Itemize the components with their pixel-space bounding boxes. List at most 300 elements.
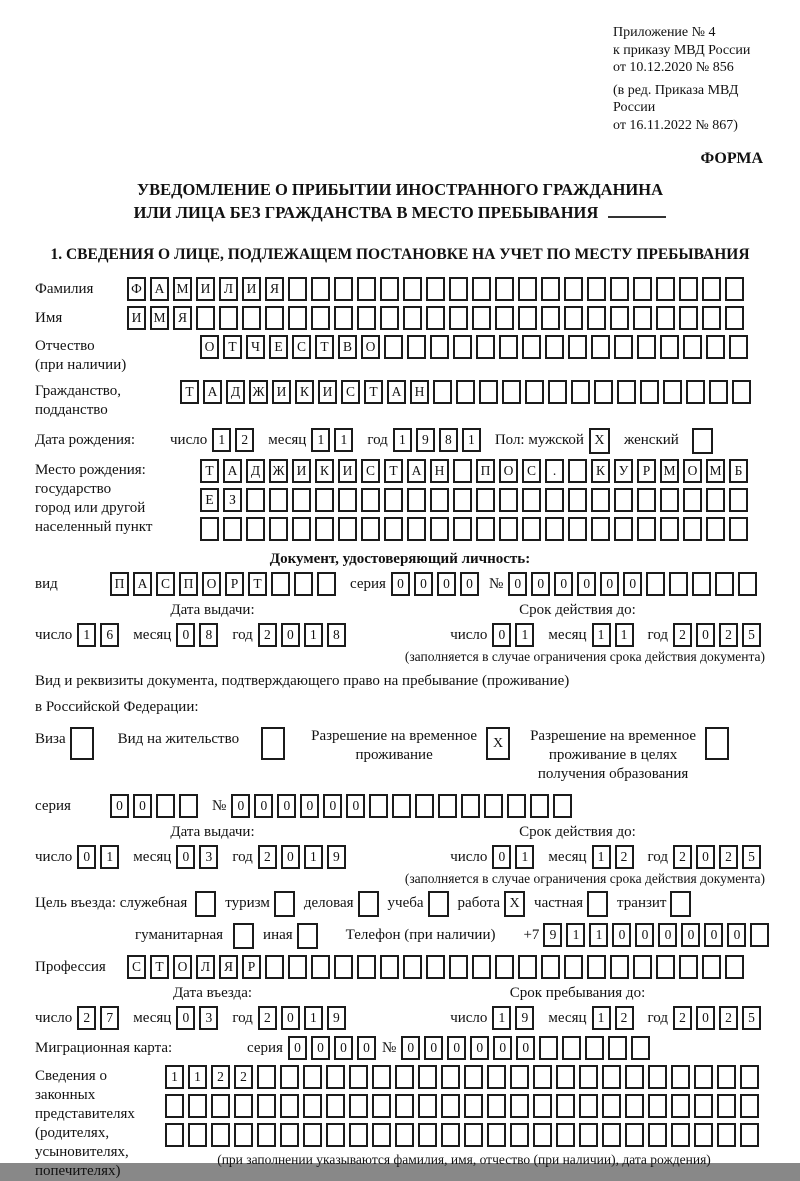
identity-valid-year-cells[interactable] <box>673 623 765 647</box>
char-cell[interactable] <box>246 488 265 512</box>
char-cell[interactable]: 8 <box>327 623 346 647</box>
char-cell[interactable] <box>738 572 757 596</box>
char-cell[interactable] <box>591 488 610 512</box>
char-cell[interactable]: 0 <box>531 572 550 596</box>
char-cell[interactable] <box>380 955 399 979</box>
char-cell[interactable]: 1 <box>492 1006 511 1030</box>
char-cell[interactable]: О <box>200 335 219 359</box>
char-cell[interactable] <box>418 1123 437 1147</box>
char-cell[interactable] <box>280 1123 299 1147</box>
char-cell[interactable] <box>311 955 330 979</box>
char-cell[interactable] <box>449 955 468 979</box>
char-cell[interactable] <box>608 1036 627 1060</box>
char-cell[interactable] <box>614 517 633 541</box>
char-cell[interactable]: 8 <box>199 623 218 647</box>
char-cell[interactable]: С <box>127 955 146 979</box>
char-cell[interactable]: М <box>660 459 679 483</box>
char-cell[interactable] <box>545 517 564 541</box>
char-cell[interactable]: 0 <box>470 1036 489 1060</box>
identity-issue-year-cells[interactable] <box>258 623 350 647</box>
char-cell[interactable] <box>303 1123 322 1147</box>
char-cell[interactable] <box>579 1123 598 1147</box>
char-cell[interactable]: 0 <box>437 572 456 596</box>
char-cell[interactable]: 1 <box>188 1065 207 1089</box>
char-cell[interactable] <box>303 1094 322 1118</box>
birth-year-cells[interactable] <box>393 428 485 452</box>
char-cell[interactable] <box>706 488 725 512</box>
char-cell[interactable] <box>384 335 403 359</box>
char-cell[interactable]: К <box>295 380 314 404</box>
char-cell[interactable] <box>683 517 702 541</box>
char-cell[interactable] <box>311 306 330 330</box>
char-cell[interactable] <box>725 955 744 979</box>
char-cell[interactable]: 2 <box>211 1065 230 1089</box>
char-cell[interactable] <box>656 277 675 301</box>
char-cell[interactable]: 0 <box>612 923 631 947</box>
char-cell[interactable] <box>694 1065 713 1089</box>
char-cell[interactable] <box>633 955 652 979</box>
stay-day-cells[interactable] <box>492 1006 538 1030</box>
char-cell[interactable]: Т <box>200 459 219 483</box>
residence-issue-year-cells[interactable] <box>258 845 350 869</box>
char-cell[interactable] <box>219 306 238 330</box>
char-cell[interactable]: 0 <box>508 572 527 596</box>
entry-month-cells[interactable] <box>176 1006 222 1030</box>
char-cell[interactable] <box>732 380 751 404</box>
char-cell[interactable]: 8 <box>439 428 458 452</box>
migration-card-number-cells[interactable] <box>401 1036 654 1060</box>
char-cell[interactable] <box>499 488 518 512</box>
char-cell[interactable]: 2 <box>673 845 692 869</box>
char-cell[interactable]: С <box>522 459 541 483</box>
residence-valid-day-cells[interactable] <box>492 845 538 869</box>
char-cell[interactable]: К <box>591 459 610 483</box>
purpose-work-checkbox[interactable]: X <box>504 891 525 917</box>
purpose-humanitarian-checkbox[interactable] <box>233 923 254 949</box>
char-cell[interactable] <box>637 335 656 359</box>
char-cell[interactable] <box>706 335 725 359</box>
char-cell[interactable]: 0 <box>401 1036 420 1060</box>
char-cell[interactable]: 1 <box>592 1006 611 1030</box>
char-cell[interactable] <box>522 517 541 541</box>
purpose-private-checkbox[interactable] <box>587 891 608 917</box>
char-cell[interactable] <box>487 1123 506 1147</box>
char-cell[interactable]: П <box>476 459 495 483</box>
char-cell[interactable]: 9 <box>327 845 346 869</box>
char-cell[interactable] <box>729 335 748 359</box>
char-cell[interactable]: 2 <box>234 1065 253 1089</box>
char-cell[interactable] <box>679 306 698 330</box>
birth-day-cells[interactable] <box>212 428 258 452</box>
char-cell[interactable] <box>610 277 629 301</box>
char-cell[interactable]: В <box>338 335 357 359</box>
residence-doc-series-cells[interactable] <box>110 794 202 818</box>
char-cell[interactable] <box>441 1123 460 1147</box>
char-cell[interactable] <box>694 1123 713 1147</box>
char-cell[interactable]: 0 <box>254 794 273 818</box>
entry-day-cells[interactable] <box>77 1006 123 1030</box>
char-cell[interactable]: 0 <box>176 1006 195 1030</box>
char-cell[interactable]: Я <box>265 277 284 301</box>
char-cell[interactable]: 5 <box>742 1006 761 1030</box>
char-cell[interactable]: 1 <box>515 623 534 647</box>
char-cell[interactable]: А <box>387 380 406 404</box>
char-cell[interactable] <box>671 1065 690 1089</box>
char-cell[interactable]: 1 <box>100 845 119 869</box>
char-cell[interactable] <box>499 335 518 359</box>
char-cell[interactable]: Д <box>246 459 265 483</box>
char-cell[interactable] <box>472 306 491 330</box>
char-cell[interactable] <box>464 1094 483 1118</box>
char-cell[interactable]: Ж <box>249 380 268 404</box>
char-cell[interactable]: Р <box>225 572 244 596</box>
char-cell[interactable] <box>579 1094 598 1118</box>
char-cell[interactable] <box>196 306 215 330</box>
char-cell[interactable]: 9 <box>327 1006 346 1030</box>
char-cell[interactable] <box>472 955 491 979</box>
char-cell[interactable] <box>334 306 353 330</box>
char-cell[interactable] <box>380 277 399 301</box>
char-cell[interactable]: И <box>272 380 291 404</box>
char-cell[interactable] <box>426 277 445 301</box>
residence-permit-checkbox[interactable] <box>261 727 285 760</box>
char-cell[interactable]: 0 <box>727 923 746 947</box>
char-cell[interactable] <box>585 1036 604 1060</box>
char-cell[interactable]: А <box>150 277 169 301</box>
char-cell[interactable] <box>476 517 495 541</box>
char-cell[interactable] <box>403 955 422 979</box>
char-cell[interactable]: 0 <box>577 572 596 596</box>
char-cell[interactable] <box>564 306 583 330</box>
char-cell[interactable] <box>479 380 498 404</box>
char-cell[interactable]: 0 <box>704 923 723 947</box>
char-cell[interactable]: Р <box>637 459 656 483</box>
char-cell[interactable]: З <box>223 488 242 512</box>
char-cell[interactable] <box>280 1094 299 1118</box>
char-cell[interactable]: 2 <box>673 1006 692 1030</box>
char-cell[interactable] <box>415 794 434 818</box>
temp-residence-checkbox[interactable]: X <box>486 727 510 760</box>
char-cell[interactable] <box>633 306 652 330</box>
char-cell[interactable]: 5 <box>742 845 761 869</box>
char-cell[interactable]: 1 <box>462 428 481 452</box>
char-cell[interactable] <box>372 1065 391 1089</box>
char-cell[interactable] <box>541 306 560 330</box>
char-cell[interactable] <box>510 1065 529 1089</box>
temp-residence-edu-checkbox[interactable] <box>705 727 729 760</box>
char-cell[interactable] <box>234 1123 253 1147</box>
char-cell[interactable] <box>472 277 491 301</box>
char-cell[interactable] <box>395 1094 414 1118</box>
char-cell[interactable] <box>591 335 610 359</box>
char-cell[interactable] <box>200 517 219 541</box>
char-cell[interactable]: 2 <box>77 1006 96 1030</box>
char-cell[interactable]: И <box>196 277 215 301</box>
char-cell[interactable]: 1 <box>77 623 96 647</box>
char-cell[interactable] <box>541 277 560 301</box>
char-cell[interactable] <box>518 306 537 330</box>
char-cell[interactable] <box>384 517 403 541</box>
char-cell[interactable] <box>292 488 311 512</box>
char-cell[interactable] <box>334 277 353 301</box>
char-cell[interactable]: А <box>407 459 426 483</box>
char-cell[interactable] <box>556 1123 575 1147</box>
char-cell[interactable] <box>464 1065 483 1089</box>
char-cell[interactable] <box>706 517 725 541</box>
char-cell[interactable] <box>449 277 468 301</box>
char-cell[interactable] <box>487 1094 506 1118</box>
char-cell[interactable] <box>669 572 688 596</box>
char-cell[interactable]: О <box>173 955 192 979</box>
char-cell[interactable] <box>587 277 606 301</box>
char-cell[interactable] <box>525 380 544 404</box>
char-cell[interactable]: 1 <box>212 428 231 452</box>
char-cell[interactable] <box>495 306 514 330</box>
char-cell[interactable] <box>564 277 583 301</box>
char-cell[interactable] <box>507 794 526 818</box>
char-cell[interactable] <box>594 380 613 404</box>
purpose-other-checkbox[interactable] <box>297 923 318 949</box>
char-cell[interactable] <box>269 488 288 512</box>
char-cell[interactable]: 0 <box>311 1036 330 1060</box>
char-cell[interactable] <box>338 517 357 541</box>
char-cell[interactable] <box>683 335 702 359</box>
char-cell[interactable] <box>349 1094 368 1118</box>
char-cell[interactable] <box>660 517 679 541</box>
char-cell[interactable] <box>610 955 629 979</box>
char-cell[interactable] <box>361 488 380 512</box>
char-cell[interactable] <box>246 517 265 541</box>
char-cell[interactable] <box>725 277 744 301</box>
char-cell[interactable] <box>349 1123 368 1147</box>
char-cell[interactable] <box>311 277 330 301</box>
char-cell[interactable] <box>633 277 652 301</box>
char-cell[interactable] <box>625 1123 644 1147</box>
identity-doc-type-cells[interactable] <box>110 572 340 596</box>
char-cell[interactable] <box>441 1094 460 1118</box>
char-cell[interactable] <box>242 306 261 330</box>
char-cell[interactable] <box>548 380 567 404</box>
char-cell[interactable]: 0 <box>696 845 715 869</box>
sex-female-checkbox[interactable] <box>692 428 713 454</box>
char-cell[interactable] <box>545 488 564 512</box>
char-cell[interactable] <box>441 1065 460 1089</box>
char-cell[interactable] <box>349 1065 368 1089</box>
char-cell[interactable] <box>702 955 721 979</box>
char-cell[interactable] <box>656 955 675 979</box>
char-cell[interactable]: Т <box>315 335 334 359</box>
char-cell[interactable]: 1 <box>304 845 323 869</box>
birthplace-cells-row3[interactable] <box>200 517 752 541</box>
char-cell[interactable] <box>292 517 311 541</box>
char-cell[interactable] <box>709 380 728 404</box>
char-cell[interactable]: 0 <box>516 1036 535 1060</box>
identity-valid-day-cells[interactable] <box>492 623 538 647</box>
char-cell[interactable] <box>522 488 541 512</box>
char-cell[interactable]: 1 <box>566 923 585 947</box>
char-cell[interactable] <box>637 488 656 512</box>
char-cell[interactable]: 0 <box>600 572 619 596</box>
char-cell[interactable] <box>257 1065 276 1089</box>
visa-checkbox[interactable] <box>70 727 94 760</box>
char-cell[interactable]: 1 <box>334 428 353 452</box>
char-cell[interactable]: 0 <box>635 923 654 947</box>
char-cell[interactable] <box>438 794 457 818</box>
char-cell[interactable] <box>648 1123 667 1147</box>
char-cell[interactable] <box>403 306 422 330</box>
char-cell[interactable]: Н <box>410 380 429 404</box>
char-cell[interactable]: Я <box>219 955 238 979</box>
char-cell[interactable] <box>740 1094 759 1118</box>
char-cell[interactable] <box>453 459 472 483</box>
char-cell[interactable] <box>334 955 353 979</box>
char-cell[interactable] <box>288 306 307 330</box>
char-cell[interactable]: 0 <box>176 845 195 869</box>
char-cell[interactable] <box>587 306 606 330</box>
char-cell[interactable] <box>640 380 659 404</box>
char-cell[interactable] <box>541 955 560 979</box>
char-cell[interactable] <box>265 955 284 979</box>
char-cell[interactable] <box>303 1065 322 1089</box>
char-cell[interactable] <box>361 517 380 541</box>
char-cell[interactable] <box>257 1094 276 1118</box>
char-cell[interactable]: П <box>179 572 198 596</box>
char-cell[interactable]: Т <box>223 335 242 359</box>
char-cell[interactable]: 0 <box>391 572 410 596</box>
char-cell[interactable] <box>725 306 744 330</box>
char-cell[interactable] <box>315 517 334 541</box>
char-cell[interactable]: 3 <box>199 1006 218 1030</box>
char-cell[interactable] <box>464 1123 483 1147</box>
char-cell[interactable]: А <box>133 572 152 596</box>
identity-doc-number-cells[interactable] <box>508 572 761 596</box>
char-cell[interactable]: 9 <box>515 1006 534 1030</box>
char-cell[interactable] <box>234 1094 253 1118</box>
residence-doc-number-cells[interactable] <box>231 794 576 818</box>
char-cell[interactable] <box>568 488 587 512</box>
char-cell[interactable]: 0 <box>288 1036 307 1060</box>
char-cell[interactable] <box>686 380 705 404</box>
identity-doc-series-cells[interactable] <box>391 572 483 596</box>
char-cell[interactable] <box>403 277 422 301</box>
entry-year-cells[interactable] <box>258 1006 350 1030</box>
char-cell[interactable]: 0 <box>231 794 250 818</box>
char-cell[interactable] <box>317 572 336 596</box>
char-cell[interactable]: 2 <box>673 623 692 647</box>
patronymic-cells[interactable] <box>200 335 752 359</box>
char-cell[interactable]: 2 <box>719 1006 738 1030</box>
char-cell[interactable]: 7 <box>100 1006 119 1030</box>
char-cell[interactable] <box>369 794 388 818</box>
char-cell[interactable] <box>418 1094 437 1118</box>
char-cell[interactable] <box>294 572 313 596</box>
char-cell[interactable]: А <box>223 459 242 483</box>
residence-valid-month-cells[interactable] <box>592 845 638 869</box>
char-cell[interactable]: 2 <box>258 623 277 647</box>
representatives-cells-row2[interactable] <box>165 1094 763 1118</box>
char-cell[interactable] <box>614 488 633 512</box>
char-cell[interactable]: С <box>156 572 175 596</box>
birth-month-cells[interactable] <box>311 428 357 452</box>
char-cell[interactable] <box>476 488 495 512</box>
char-cell[interactable]: 1 <box>615 623 634 647</box>
char-cell[interactable] <box>223 517 242 541</box>
char-cell[interactable]: О <box>499 459 518 483</box>
char-cell[interactable]: 2 <box>615 1006 634 1030</box>
char-cell[interactable]: 9 <box>543 923 562 947</box>
char-cell[interactable]: И <box>292 459 311 483</box>
char-cell[interactable]: 2 <box>719 845 738 869</box>
char-cell[interactable]: И <box>127 306 146 330</box>
char-cell[interactable] <box>453 488 472 512</box>
char-cell[interactable]: Ф <box>127 277 146 301</box>
representatives-cells-row3[interactable] <box>165 1123 763 1147</box>
identity-issue-day-cells[interactable] <box>77 623 123 647</box>
char-cell[interactable] <box>271 572 290 596</box>
char-cell[interactable] <box>556 1094 575 1118</box>
char-cell[interactable] <box>625 1094 644 1118</box>
char-cell[interactable] <box>288 955 307 979</box>
char-cell[interactable] <box>518 955 537 979</box>
char-cell[interactable]: М <box>150 306 169 330</box>
char-cell[interactable] <box>539 1036 558 1060</box>
char-cell[interactable]: 0 <box>681 923 700 947</box>
char-cell[interactable]: 9 <box>416 428 435 452</box>
char-cell[interactable] <box>656 306 675 330</box>
char-cell[interactable] <box>729 517 748 541</box>
surname-cells[interactable] <box>127 277 748 301</box>
phone-cells[interactable] <box>543 923 773 947</box>
char-cell[interactable]: 1 <box>589 923 608 947</box>
char-cell[interactable] <box>392 794 411 818</box>
char-cell[interactable]: 0 <box>277 794 296 818</box>
char-cell[interactable] <box>433 380 452 404</box>
char-cell[interactable] <box>165 1094 184 1118</box>
char-cell[interactable]: И <box>242 277 261 301</box>
char-cell[interactable]: 0 <box>300 794 319 818</box>
char-cell[interactable] <box>487 1065 506 1089</box>
char-cell[interactable] <box>326 1123 345 1147</box>
char-cell[interactable]: 0 <box>658 923 677 947</box>
char-cell[interactable] <box>671 1123 690 1147</box>
char-cell[interactable] <box>357 955 376 979</box>
char-cell[interactable] <box>679 277 698 301</box>
char-cell[interactable]: 0 <box>281 845 300 869</box>
char-cell[interactable] <box>430 517 449 541</box>
char-cell[interactable] <box>510 1123 529 1147</box>
char-cell[interactable] <box>553 794 572 818</box>
char-cell[interactable] <box>156 794 175 818</box>
char-cell[interactable]: 1 <box>393 428 412 452</box>
char-cell[interactable]: 0 <box>281 1006 300 1030</box>
char-cell[interactable] <box>631 1036 650 1060</box>
stay-month-cells[interactable] <box>592 1006 638 1030</box>
char-cell[interactable] <box>188 1094 207 1118</box>
char-cell[interactable]: Л <box>219 277 238 301</box>
char-cell[interactable] <box>717 1123 736 1147</box>
char-cell[interactable] <box>579 1065 598 1089</box>
residence-issue-month-cells[interactable] <box>176 845 222 869</box>
char-cell[interactable]: 6 <box>100 623 119 647</box>
identity-issue-month-cells[interactable] <box>176 623 222 647</box>
char-cell[interactable]: 1 <box>311 428 330 452</box>
char-cell[interactable] <box>717 1094 736 1118</box>
char-cell[interactable] <box>648 1094 667 1118</box>
char-cell[interactable]: 2 <box>235 428 254 452</box>
char-cell[interactable]: Е <box>269 335 288 359</box>
char-cell[interactable] <box>265 306 284 330</box>
purpose-transit-checkbox[interactable] <box>670 891 691 917</box>
